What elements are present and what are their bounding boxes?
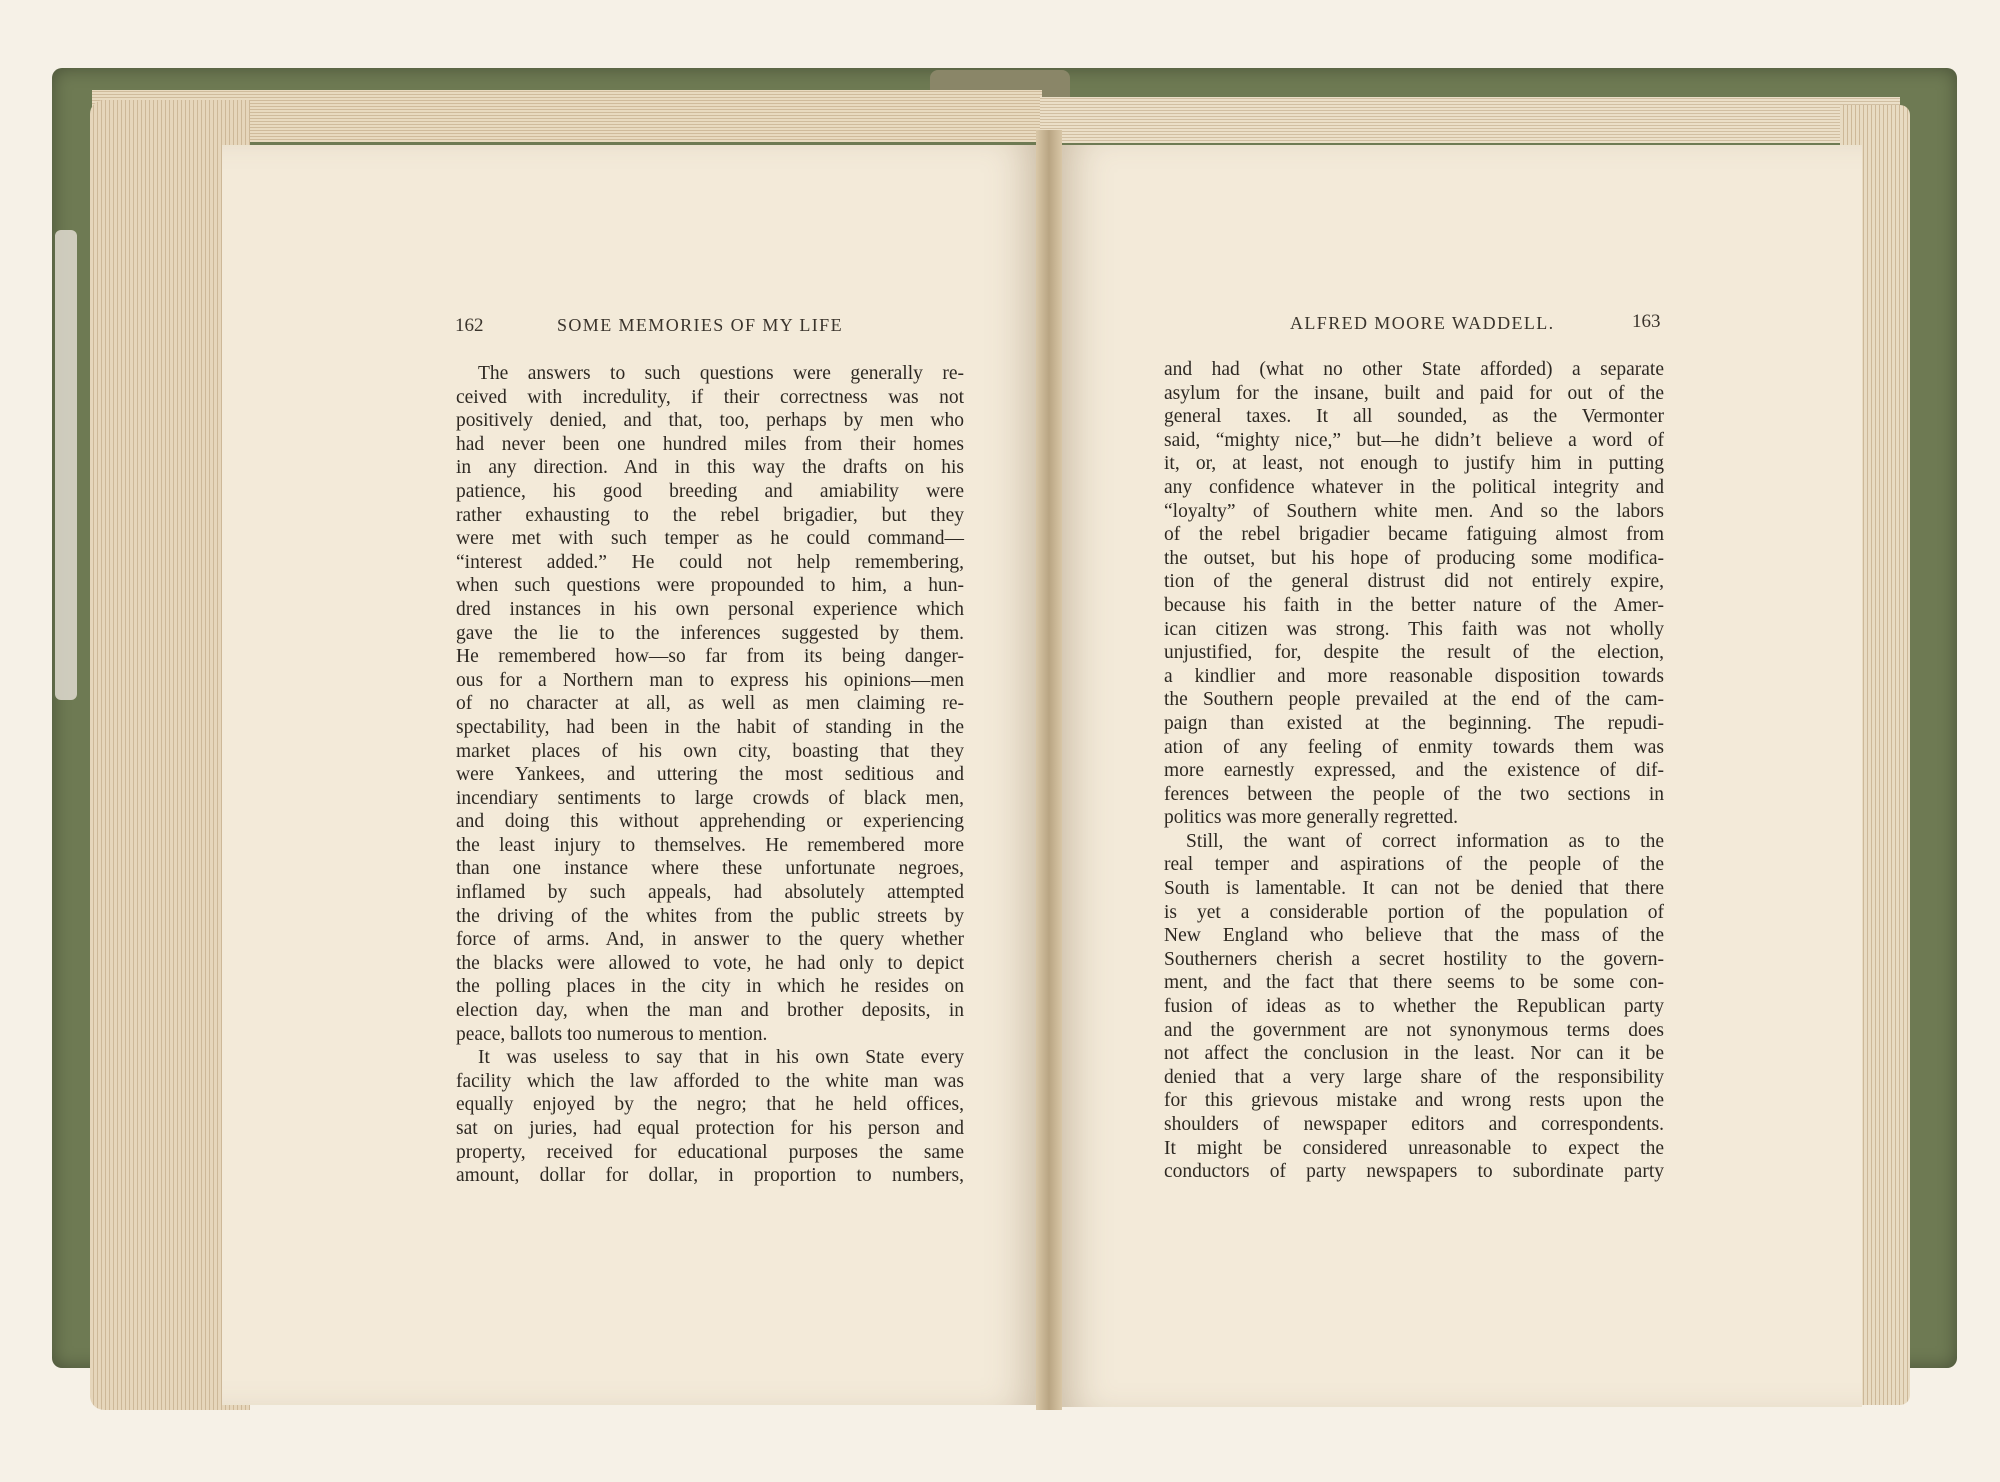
text-line: ment, and the fact that there seems to be some con- bbox=[1164, 972, 1664, 994]
text-line: peace, ballots too numerous to mention. bbox=[456, 1023, 768, 1045]
text-line: any confidence whatever in the political integrity and bbox=[1164, 476, 1664, 498]
text-line: of no character at all, as well as men claiming re- bbox=[456, 693, 964, 715]
text-line: the Southern people prevailed at the end of the cam- bbox=[1164, 689, 1664, 711]
text-line: patience, his good breeding and amiability were bbox=[456, 480, 964, 502]
text-line: were Yankees, and uttering the most seditious and bbox=[456, 764, 964, 786]
text-line: conductors of party newspapers to subordinate party bbox=[1164, 1161, 1664, 1183]
text-line: ceived with incredulity, if their correctness was not bbox=[456, 386, 964, 408]
text-line: amount, dollar for dollar, in proportion to numbers, bbox=[456, 1165, 964, 1187]
text-line: were met with such temper as he could command— bbox=[456, 528, 964, 550]
text-line: It might be considered unreasonable to expect the bbox=[1164, 1137, 1664, 1159]
right-running-head: ALFRED MOORE WADDELL. bbox=[1290, 313, 1555, 333]
text-line: more earnestly expressed, and the existence of dif- bbox=[1164, 760, 1664, 782]
text-line: real temper and aspirations of the people of the bbox=[1164, 854, 1664, 876]
text-line: paign than existed at the beginning. The repudi- bbox=[1164, 712, 1664, 734]
text-line: and the government are not synonymous terms does bbox=[1164, 1019, 1664, 1041]
text-line: a kindlier and more reasonable disposition towards bbox=[1164, 665, 1664, 687]
text-line: than one instance where these unfortunate negroes, bbox=[456, 858, 964, 880]
text-line: the driving of the whites from the public streets by bbox=[456, 905, 964, 927]
text-line: facility which the law afforded to the white man was bbox=[456, 1070, 964, 1092]
text-line: election day, when the man and brother deposits, in bbox=[456, 1000, 964, 1022]
text-line: fusion of ideas as to whether the Republican party bbox=[1164, 996, 1664, 1018]
right-page bbox=[1050, 145, 1862, 1407]
text-line: the blacks were allowed to vote, he had only to depict bbox=[456, 952, 964, 974]
text-line: the least injury to themselves. He remembered more bbox=[456, 834, 964, 856]
text-line: denied that a very large share of the responsibility bbox=[1164, 1066, 1664, 1088]
text-line: said, “mighty nice,” but—he didn’t believe a word of bbox=[1164, 429, 1664, 451]
left-page bbox=[222, 145, 1048, 1405]
text-line: asylum for the insane, built and paid for out of the bbox=[1164, 382, 1664, 404]
text-line: Still, the want of correct information as to the bbox=[1186, 830, 1664, 852]
text-line: inflamed by such appeals, had absolutely attempted bbox=[456, 882, 964, 904]
text-line: sat on juries, had equal protection for his person and bbox=[456, 1118, 964, 1139]
text-line: had never been one hundred miles from their homes bbox=[456, 433, 964, 455]
text-line: politics was more generally regretted. bbox=[1164, 807, 1459, 829]
text-line: the polling places in the city in which he resides on bbox=[456, 976, 964, 998]
text-line: incendiary sentiments to large crowds of black men, bbox=[456, 787, 964, 809]
text-line: dred instances in his own personal experience which bbox=[456, 598, 964, 620]
left-page-number: 162 bbox=[455, 315, 484, 336]
text-line: in any direction. And in this way the drafts on his bbox=[456, 457, 964, 479]
text-line: ferences between the people of the two sections in bbox=[1164, 783, 1664, 805]
text-line: positively denied, and that, too, perhaps by men who bbox=[456, 410, 964, 432]
text-line: and had (what no other State afforded) a separate bbox=[1164, 359, 1664, 380]
text-line: and doing this without apprehending or experiencing bbox=[456, 811, 964, 833]
text-line: He remembered how—so far from its being danger- bbox=[456, 646, 964, 668]
right-page-number: 163 bbox=[1632, 311, 1661, 332]
book-gutter bbox=[1036, 130, 1062, 1410]
text-line: rather exhausting to the rebel brigadier, but they bbox=[456, 504, 964, 526]
text-line: New England who believe that the mass of the bbox=[1164, 925, 1664, 947]
bookmark-ribbon bbox=[55, 230, 77, 700]
text-line: The answers to such questions were generally re- bbox=[478, 363, 964, 384]
text-line: market places of his own city, boasting that they bbox=[456, 740, 964, 762]
text-line: general taxes. It all sounded, as the Vermonter bbox=[1164, 406, 1664, 428]
text-line: equally enjoyed by the negro; that he held offices, bbox=[456, 1094, 964, 1116]
text-line: force of arms. And, in answer to the query whether bbox=[456, 929, 964, 951]
text-line: it, or, at least, not enough to justify him in putting bbox=[1164, 453, 1664, 475]
text-line: South is lamentable. It can not be denied that there bbox=[1164, 878, 1664, 900]
text-line: property, received for educational purposes the same bbox=[456, 1141, 964, 1163]
text-line: when such questions were propounded to him, a hun- bbox=[456, 575, 964, 597]
page-edges-top-right bbox=[1040, 97, 1900, 143]
text-line: Southerners cherish a secret hostility to the govern- bbox=[1164, 948, 1664, 970]
text-line: It was useless to say that in his own State every bbox=[478, 1047, 964, 1069]
left-body-text bbox=[456, 362, 964, 1188]
text-line: is yet a considerable portion of the population of bbox=[1164, 901, 1664, 923]
left-running-head: SOME MEMORIES OF MY LIFE bbox=[557, 315, 843, 335]
text-line: “loyalty” of Southern white men. And so the labors bbox=[1164, 500, 1664, 522]
text-line: “interest added.” He could not help remembering, bbox=[456, 551, 964, 573]
text-line: ican citizen was strong. This faith was not wholly bbox=[1164, 618, 1664, 640]
text-line: gave the lie to the inferences suggested by them. bbox=[456, 622, 964, 644]
text-line: for this grievous mistake and wrong rests upon the bbox=[1164, 1090, 1664, 1112]
text-line: ation of any feeling of enmity towards them was bbox=[1164, 736, 1664, 758]
text-line: the outset, but his hope of producing some modifica- bbox=[1164, 547, 1664, 569]
text-line: ous for a Northern man to express his opinions—men bbox=[456, 669, 964, 691]
text-line: tion of the general distrust did not entirely expire, bbox=[1164, 571, 1664, 593]
text-line: shoulders of newspaper editors and correspondents. bbox=[1164, 1114, 1664, 1135]
text-line: because his faith in the better nature of the Amer- bbox=[1164, 594, 1664, 616]
right-body-text bbox=[1164, 358, 1664, 1184]
text-line: spectability, had been in the habit of standing in the bbox=[456, 716, 964, 738]
text-line: unjustified, for, despite the result of the election, bbox=[1164, 642, 1664, 664]
text-line: of the rebel brigadier became fatiguing almost from bbox=[1164, 524, 1664, 546]
text-line: not affect the conclusion in the least. Nor can it be bbox=[1164, 1043, 1664, 1065]
